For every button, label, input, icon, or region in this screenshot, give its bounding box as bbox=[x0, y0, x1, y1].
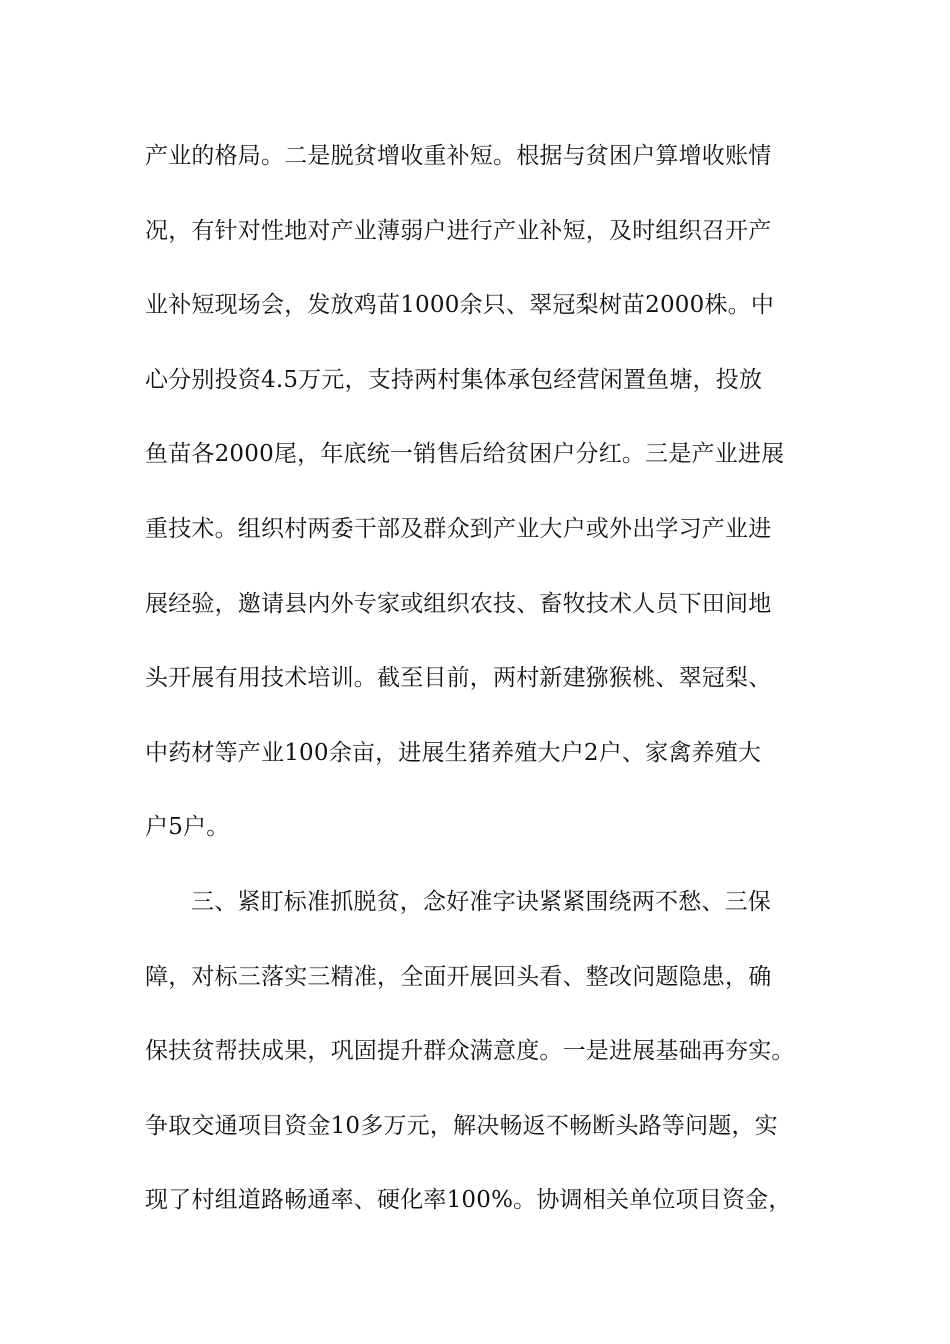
body-text bbox=[145, 128, 805, 1247]
text-line: 头开展有用技术培训。截至目前，两村新建猕猴桃、翠冠梨、 bbox=[145, 665, 772, 692]
text-line: 保扶贫帮扶成果，巩固提升群众满意度。一是进展基础再夯实。 bbox=[145, 1038, 795, 1065]
text-line: 心分别投资4.5万元，支持两村集体承包经营闲置鱼塘，投放 bbox=[145, 366, 763, 393]
text-line: 展经验，邀请县内外专家或组织农技、畜牧技术人员下田间地 bbox=[145, 590, 772, 617]
text-line: 重技术。组织村两委干部及群众到产业大户或外出学习产业进 bbox=[145, 515, 772, 542]
paragraph-start-line: 三、紧盯标准抓脱贫，念好准字诀紧紧围绕两不愁、三保 bbox=[191, 888, 771, 915]
text-line: 产业的格局。二是脱贫增收重补短。根据与贫困户算增收账情 bbox=[145, 143, 772, 169]
text-line: 争取交通项目资金10多万元，解决畅返不畅断头路等问题，实 bbox=[145, 1112, 778, 1139]
text-line: 中药材等产业100余亩，进展生猪养殖大户2户、家禽养殖大 bbox=[145, 739, 762, 766]
text-line: 业补短现场会，发放鸡苗1000余只、翠冠梨树苗2000株。中 bbox=[145, 292, 775, 319]
text-line: 现了村组道路畅通率、硬化率100%。协调相关单位项目资金， bbox=[145, 1187, 792, 1214]
text-line: 户5户。 bbox=[145, 814, 230, 841]
text-line: 障，对标三落实三精准，全面开展回头看、整改问题隐患，确 bbox=[145, 963, 772, 990]
text-line: 鱼苗各2000尾，年底统一销售后给贫困户分红。三是产业进展 bbox=[145, 441, 785, 468]
text-line: 况，有针对性地对产业薄弱户进行产业补短，及时组织召开产 bbox=[145, 217, 772, 244]
